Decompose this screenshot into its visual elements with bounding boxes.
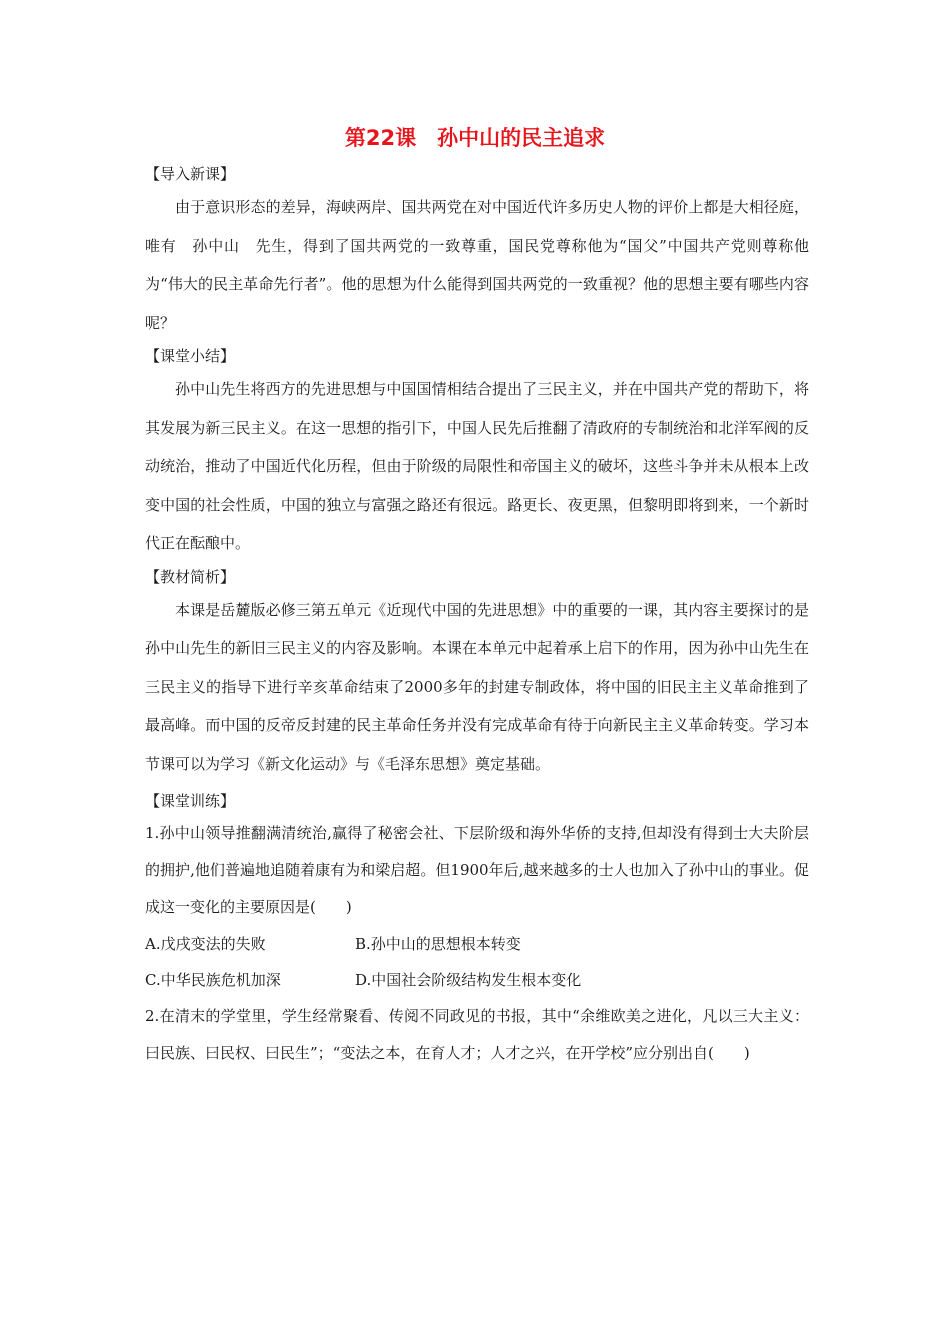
document-body [145,160,809,1072]
summary-heading: 【课堂小结】 [145,347,236,365]
analysis-paragraph: 本课是岳麓版必修三第五单元《近现代中国的先进思想》中的重要的一课，其内容主要探讨的是孙中山先生的新旧三民主义的内容及影响。本课在本单元中起着承上启下的作用，因为孙中山先生在三民主义的指导下进行辛亥革命结束了2000多年的封建专制政体，将中国的旧民主主义革命推到了最高峰。而中国的反帝反封建的民主革命任务并没有完成革命有待于向新民主主义革命转变。学习本节课可以为学习《新文化运动》与《毛泽东思想》奠定基础。 [145,600,809,773]
question-1-options-row-1 [145,926,809,962]
intro-heading: 【导入新课】 [145,165,236,183]
analysis-heading: 【教材简析】 [145,567,236,586]
training-heading: 【课堂训练】 [145,792,236,810]
question-1-text: 1.孙中山领导推翻满清统治,赢得了秘密会社、下层阶级和海外华侨的支持,但却没有得到士大夫阶层的拥护,他们普遍地追随着康有为和梁启超。但1900年后,越来越多的士人也加入了孙中山的事业。促成这一变化的主要原因是( ) [145,824,809,916]
question-1-option-c: C.中华民族危机加深 [145,971,281,989]
lesson-title: 第22课 孙中山的民主追求 [344,126,606,150]
question-1-option-d: D.中国社会阶级结构发生根本变化 [355,971,582,989]
question-1-option-b: B.孙中山的思想根本转变 [355,935,521,953]
question-1-option-a: A.戊戌变法的失败 [145,935,266,953]
question-2-text: 2.在清末的学堂里，学生经常聚看、传阅不同政见的书报，其中“余维欧美之进化，凡以三大主义：曰民族、曰民权、曰民生”；“变法之本，在育人才；人才之兴，在开学校”应分别出自( ) [145,1007,809,1062]
intro-paragraph: 由于意识形态的差异，海峡两岸、国共两党在对中国近代许多历史人物的评价上都是大相径庭，唯有 孙中山 先生，得到了国共两党的一致尊重，国民党尊称他为“国父”中国共产党则尊称他为“伟大的民主革命先行者”。他的思想为什么能得到国共两党的一致重视？他的思想主要有哪些内容呢？ [145,198,809,332]
question-1-options-row-2 [145,962,809,998]
summary-paragraph: 孙中山先生将西方的先进思想与中国国情相结合提出了三民主义，并在中国共产党的帮助下，将其发展为新三民主义。在这一思想的指引下，中国人民先后推翻了清政府的专制统治和北洋军阀的反动统治，推动了中国近代化历程，但由于阶级的局限性和帝国主义的破坏，这些斗争并未从根本上改变中国的社会性质，中国的独立与富强之路还有很远。路更长、夜更黑，但黎明即将到来，一个新时代正在酝酿中。 [145,380,809,552]
